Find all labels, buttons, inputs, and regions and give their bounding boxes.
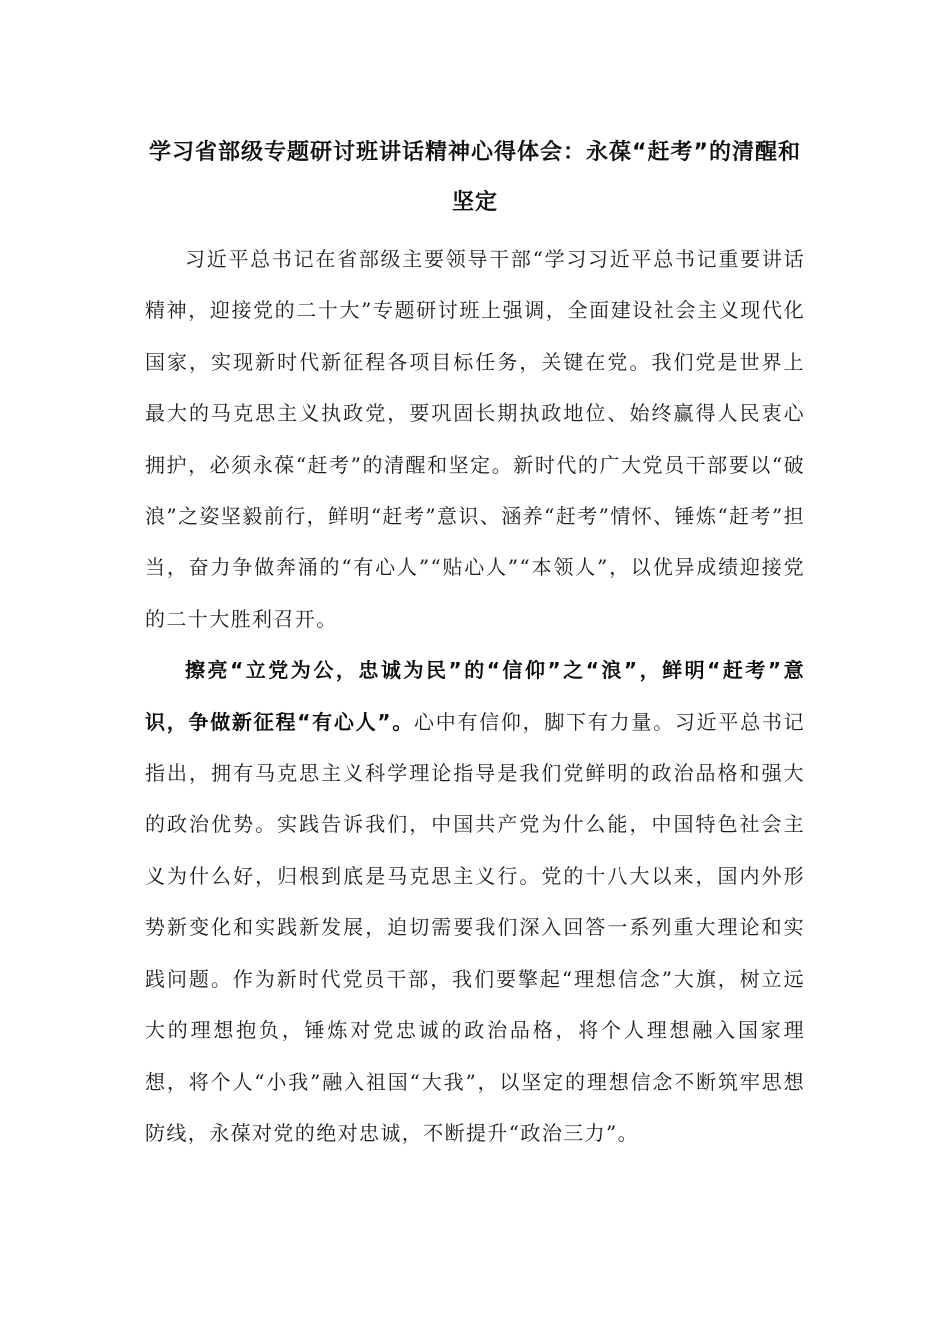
paragraph-faith-body: 心中有信仰，脚下有力量。习近平总书记指出，拥有马克思主义科学理论指导是我们党鲜明的政治品格和强大的政治优势。实践告诉我们，中国共产党为什么能，中国特色社会主义为什么好，归根到底是马克思主义行。党的十八大以来，国内外形势新变化和实践新发展，迫切需要我们深入回答一系列重大理论和实践问题。作为新时代党员干部，我们要擎起“理想信念”大旗，树立远大的理想抱负，锤炼对党忠诚的政治品格，将个人理想融入国家理想，将个人“小我”融入祖国“大我”，以坚定的理想信念不断筑牢思想防线，永葆对党的绝对忠诚，不断提升“政治三力”。 xyxy=(145,709,805,1145)
document-page xyxy=(145,128,805,1159)
document-title: 学习省部级专题研讨班讲话精神心得体会：永葆“赶考”的清醒和坚定 xyxy=(149,140,801,215)
paragraph-faith-lead: 擦亮“立党为公，忠诚为民”的“信仰”之“浪”，鲜明“赶考”意识，争做新征程“有心人”。 xyxy=(145,658,805,734)
paragraph-intro: 习近平总书记在省部级主要领导干部“学习习近平总书记重要讲话精神，迎接党的二十大”专题研讨班上强调，全面建设社会主义现代化国家，实现新时代新征程各项目标任务，关键在党。我们党是世界上最大的马克思主义执政党，要巩固长期执政地位、始终赢得人民衷心拥护，必须永葆“赶考”的清醒和坚定。新时代的广大党员干部要以“破浪”之姿坚毅前行，鲜明“赶考”意识、涵养“赶考”情怀、锤炼“赶考”担当，奋力争做奔涌的“有心人”“贴心人”“本领人”，以优异成绩迎接党的二十大胜利召开。 xyxy=(145,247,805,631)
paragraph-faith xyxy=(145,645,805,1159)
